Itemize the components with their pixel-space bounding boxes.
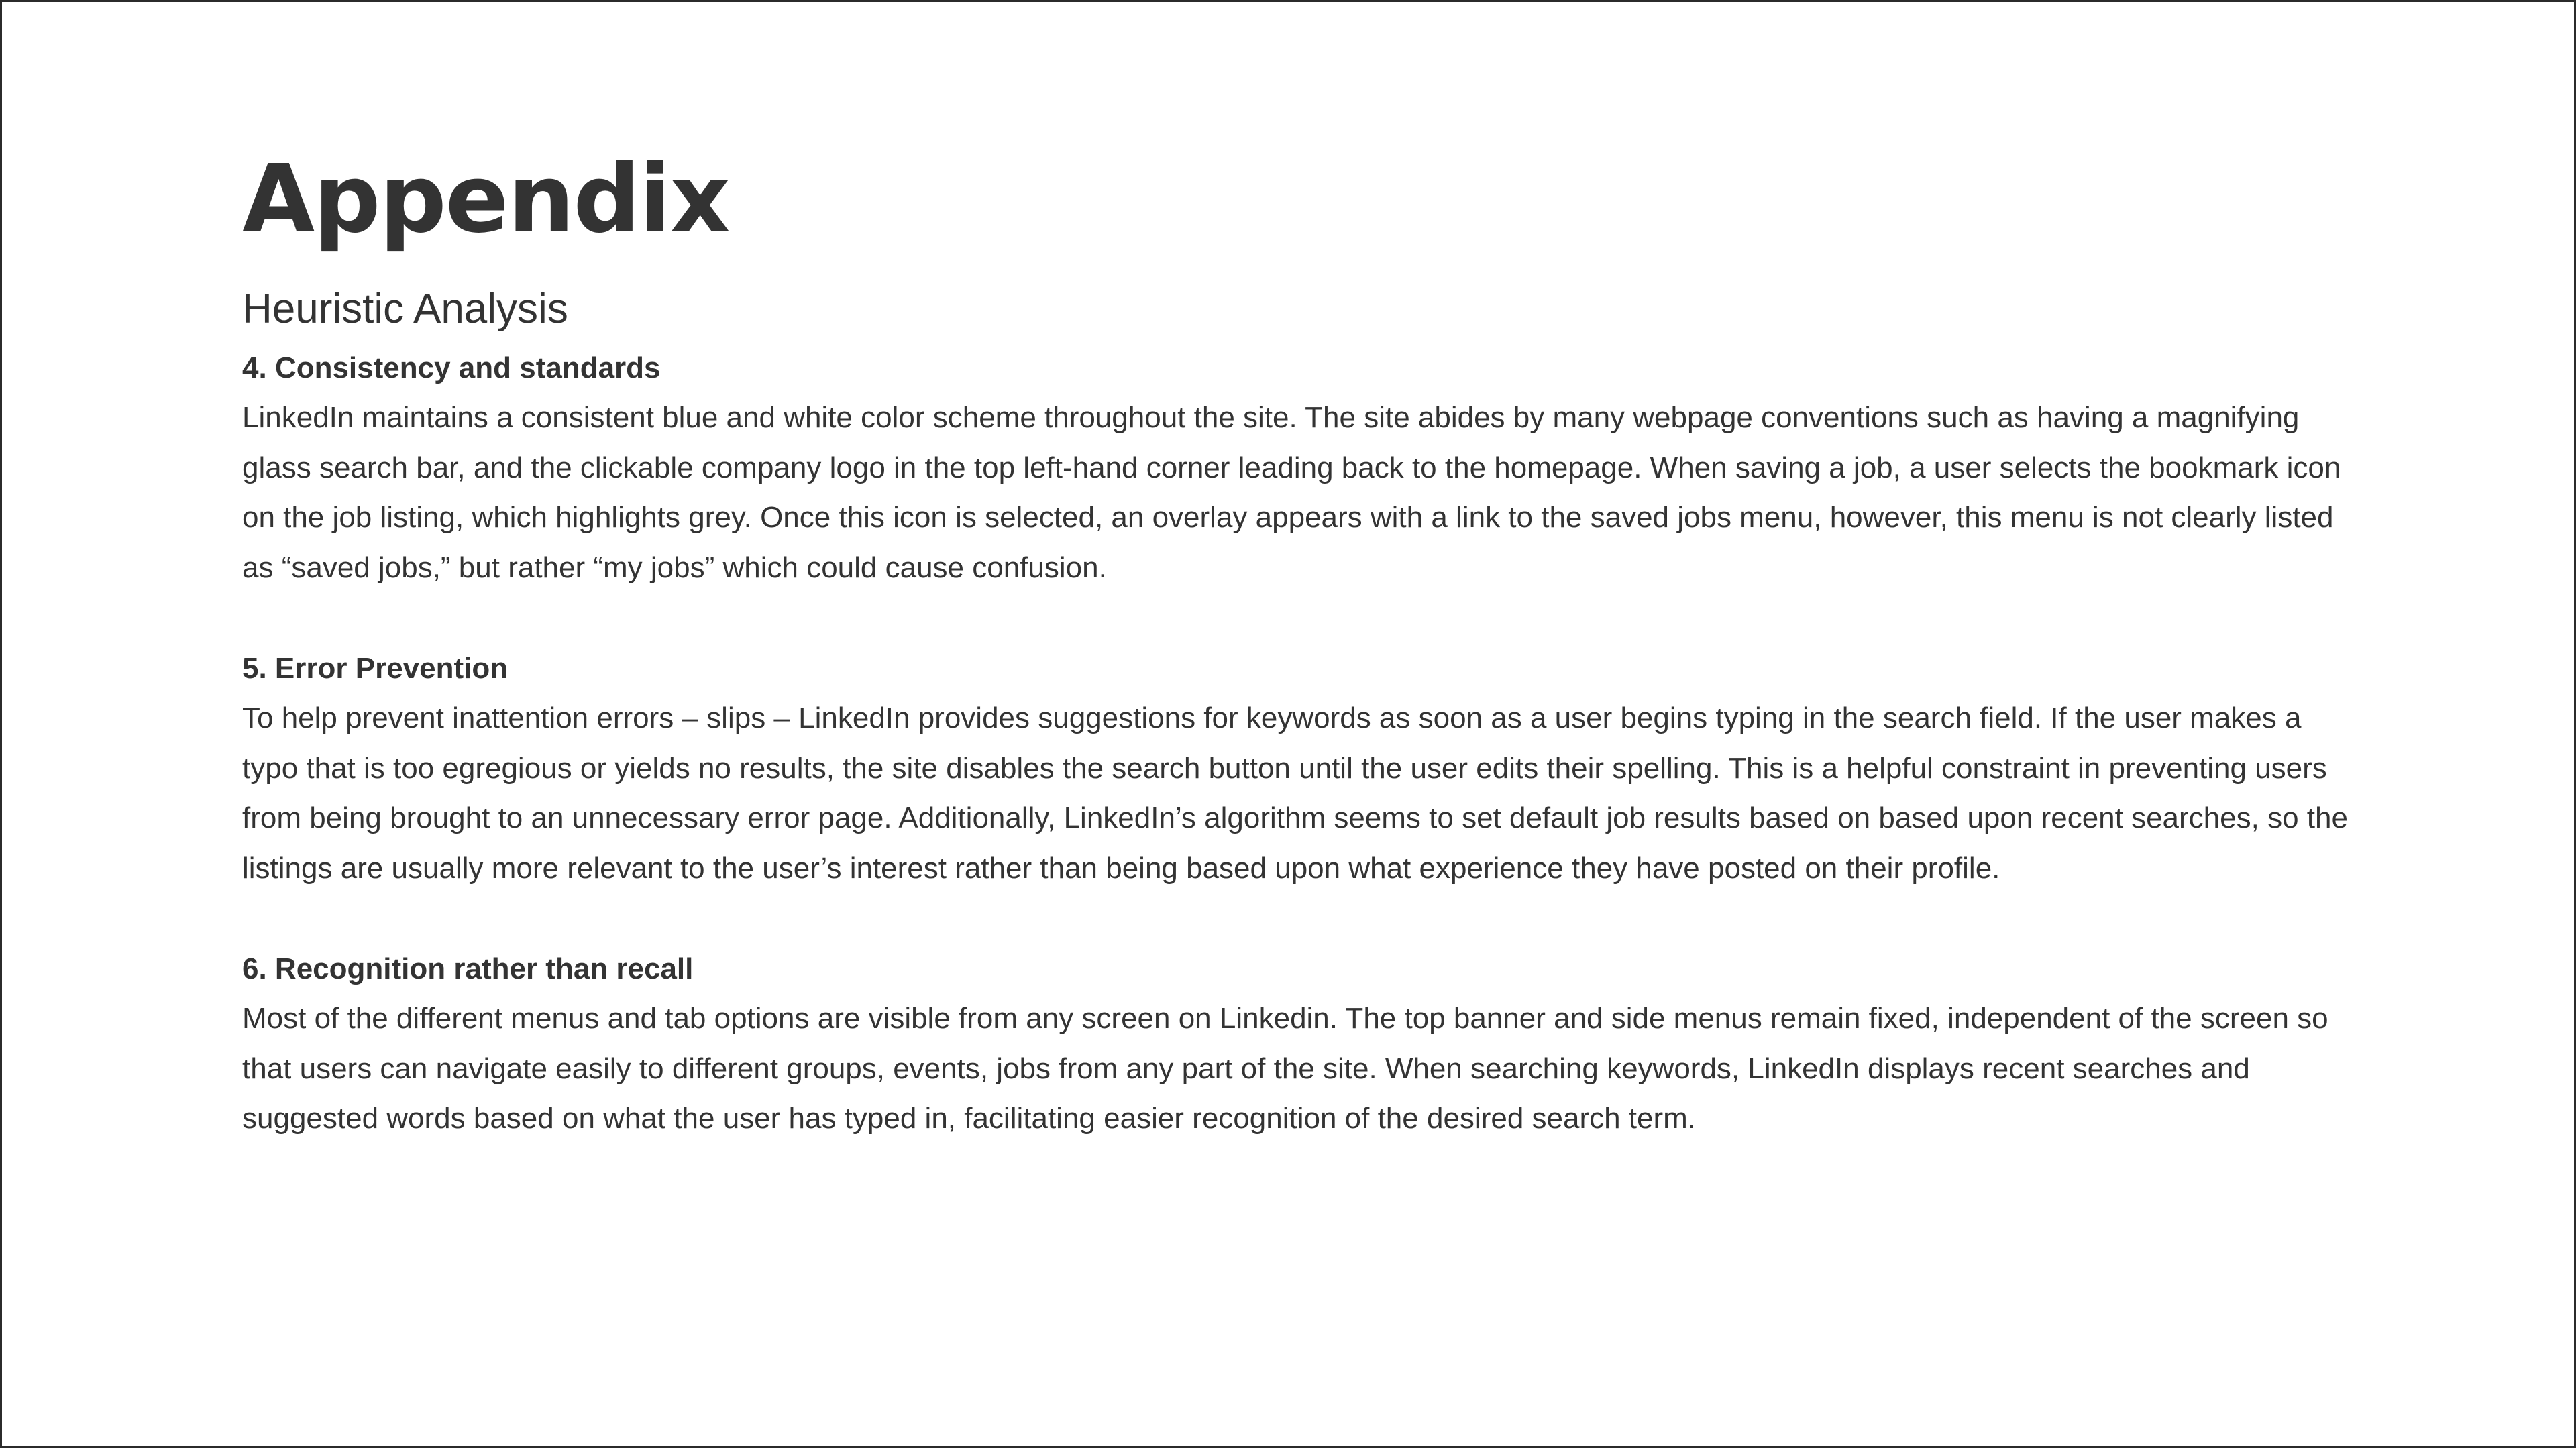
section-heading: 4. Consistency and standards — [242, 351, 661, 384]
section-body: Most of the different menus and tab options are visible from any screen on Linkedin. The top banner and side menus remain fixed, independent of the screen so that users can navigate easily to different groups, events, jobs from any part of the site. When searching keywords, LinkedIn displays recent searches and suggested words based on what the user has typed in, facilitating easier recognition of the desired search term. — [242, 1002, 2328, 1135]
section-recognition-rather-than-recall — [242, 944, 2355, 1144]
section-consistency-and-standards — [242, 343, 2355, 593]
page-subtitle: Heuristic Analysis — [242, 286, 568, 332]
section-body: LinkedIn maintains a consistent blue and white color scheme throughout the site. The site abides by many webpage conventions such as having a magnifying glass search bar, and the clickable company logo in the top left-hand corner leading back to the homepage. When saving a job, a user selects the bookmark icon on the job listing, which highlights grey. Once this icon is selected, an overlay appears with a link to the saved jobs menu, however, this menu is not clearly listed as “saved jobs,” but rather “my jobs” which could cause confusion. — [242, 401, 2341, 584]
section-body: To help prevent inattention errors – slips – LinkedIn provides suggestions for keywords as soon as a user begins typing in the search field. If the user makes a typo that is too egregious or yields no results, the site disables the search button until the user edits their spelling. This is a helpful constraint in preventing users from being brought to an unnecessary error page. Additionally, LinkedIn’s algorithm seems to set default job results based on based upon recent searches, so the listings are usually more relevant to the user’s interest rather than being based upon what experience they have posted on their profile. — [242, 702, 2348, 885]
page-title: Appendix — [242, 145, 729, 254]
section-heading: 5. Error Prevention — [242, 652, 508, 685]
section-heading: 6. Recognition rather than recall — [242, 952, 694, 985]
slide-content — [242, 136, 2355, 1144]
section-error-prevention — [242, 643, 2355, 893]
